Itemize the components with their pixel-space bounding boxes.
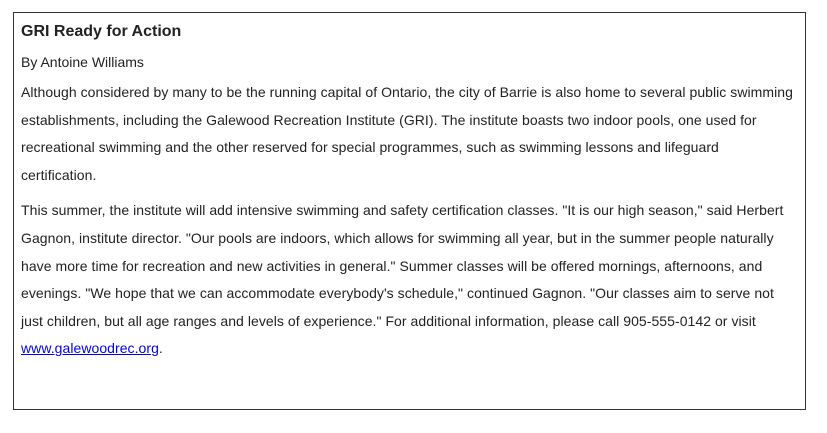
article-paragraph-2-text: This summer, the institute will add intensive swimming and safety certification classes. "It is our high season," said Herbert Gagnon, institute director. "Our pools are indoors, which allows for swimming all year, but in the summer people naturally have more time for recreation and new activities in general." Summer classes will be offered mornings, afternoons, and evenings. "We hope that we can accommodate everybody's schedule," continued Gagnon. "Our classes aim to serve not just children, but all age ranges and levels of experience." For additional information, please call 905-555-0142 or visit bbox=[21, 202, 784, 329]
article-title: GRI Ready for Action bbox=[21, 23, 182, 40]
article-container bbox=[13, 12, 806, 410]
article-paragraph-2 bbox=[21, 197, 798, 363]
website-link[interactable]: www.galewoodrec.org bbox=[21, 340, 159, 357]
article-paragraph-2-end: . bbox=[158, 340, 163, 357]
article-byline: By Antoine Williams bbox=[21, 54, 144, 70]
article-paragraph-1: Although considered by many to be the running capital of Ontario, the city of Barrie is also home to several public swimming establishments, including the Galewood Recreation Institute (GRI). The institute boasts two indoor pools, one used for recreational swimming and the other reserved for special programmes, such as swimming lessons and lifeguard certification. bbox=[21, 84, 793, 183]
